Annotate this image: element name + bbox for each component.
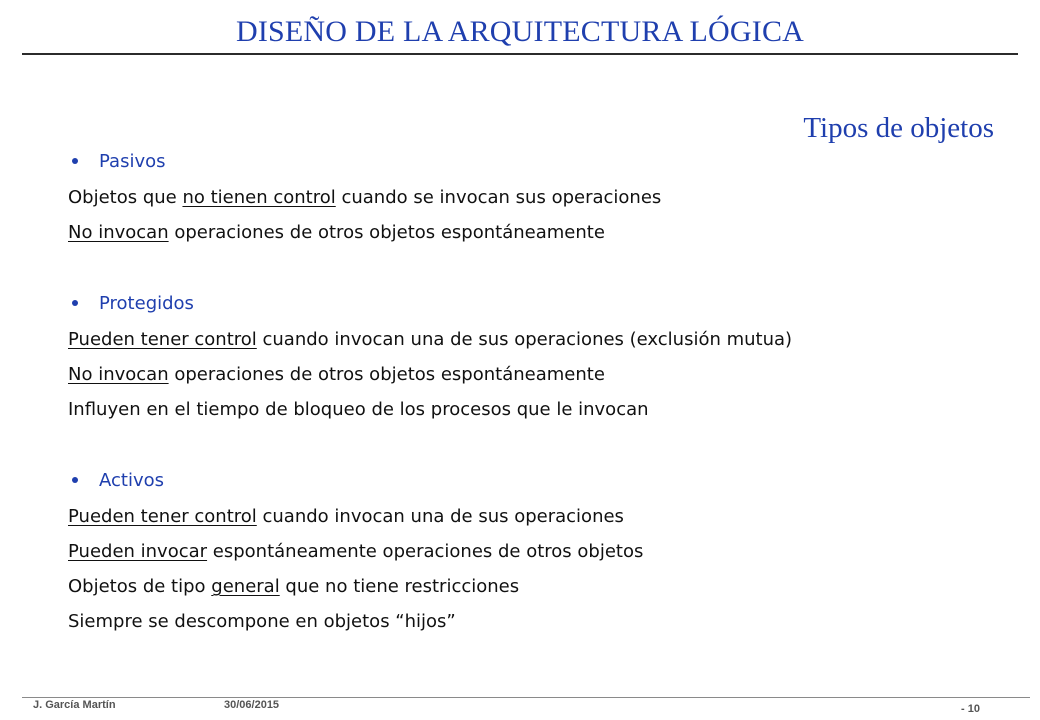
slide-title: DISEÑO DE LA ARQUITECTURA LÓGICA: [235, 15, 805, 48]
bullet-heading-label: Protegidos: [99, 293, 194, 314]
line-text: cuando se invocan sus operaciones: [335, 187, 662, 208]
bullet-line: [68, 392, 1008, 427]
bullet-line: [68, 215, 1008, 250]
line-text: cuando invocan una de sus operaciones (exclusión mutua): [256, 329, 793, 350]
bullet-dot-icon: [72, 158, 78, 164]
underlined-text: Pueden invocar: [68, 541, 208, 562]
line-text: Objetos que: [68, 187, 183, 208]
footer-date: 30/06/2015: [224, 699, 280, 711]
line-text: operaciones de otros objetos espontáneamente: [168, 222, 605, 243]
title-divider: [22, 53, 1018, 55]
bullet-line: [68, 322, 1008, 357]
bullet-content: [68, 144, 1008, 639]
line-text: Influyen en el tiempo de bloqueo de los procesos que le invocan: [68, 399, 649, 420]
bullet-line: [68, 604, 1008, 639]
bullet-heading-label: Activos: [99, 470, 164, 491]
line-text: Objetos de tipo: [68, 576, 212, 597]
bullet-line: [68, 357, 1008, 392]
bullet-line: [68, 499, 1008, 534]
section-subtitle: Tipos de objetos: [803, 112, 994, 144]
line-text: operaciones de otros objetos espontáneamente: [168, 364, 605, 385]
bullet-heading: [68, 144, 1008, 180]
bullet-heading: [68, 286, 1008, 322]
underlined-text: No invocan: [68, 222, 169, 243]
group-spacer: [68, 427, 1008, 463]
line-text: cuando invocan una de sus operaciones: [256, 506, 624, 527]
underlined-text: No invocan: [68, 364, 169, 385]
group-spacer: [68, 250, 1008, 286]
bullet-line: [68, 180, 1008, 215]
footer-author: J. García Martín: [33, 699, 116, 711]
line-text: Siempre se descompone en objetos “hijos”: [68, 611, 456, 632]
bullet-line: [68, 534, 1008, 569]
line-text: que no tiene restricciones: [279, 576, 520, 597]
bullet-heading: [68, 463, 1008, 499]
underlined-text: Pueden tener control: [68, 329, 257, 350]
underlined-text: Pueden tener control: [68, 506, 257, 527]
bullet-heading-label: Pasivos: [99, 151, 166, 172]
bullet-dot-icon: [72, 300, 78, 306]
underlined-text: general: [211, 576, 280, 597]
page-number: - 10: [961, 703, 980, 715]
line-text: espontáneamente operaciones de otros objetos: [207, 541, 644, 562]
footer-divider: [22, 697, 1030, 698]
underlined-text: no tienen control: [182, 187, 336, 208]
bullet-dot-icon: [72, 477, 78, 483]
bullet-line: [68, 569, 1008, 604]
